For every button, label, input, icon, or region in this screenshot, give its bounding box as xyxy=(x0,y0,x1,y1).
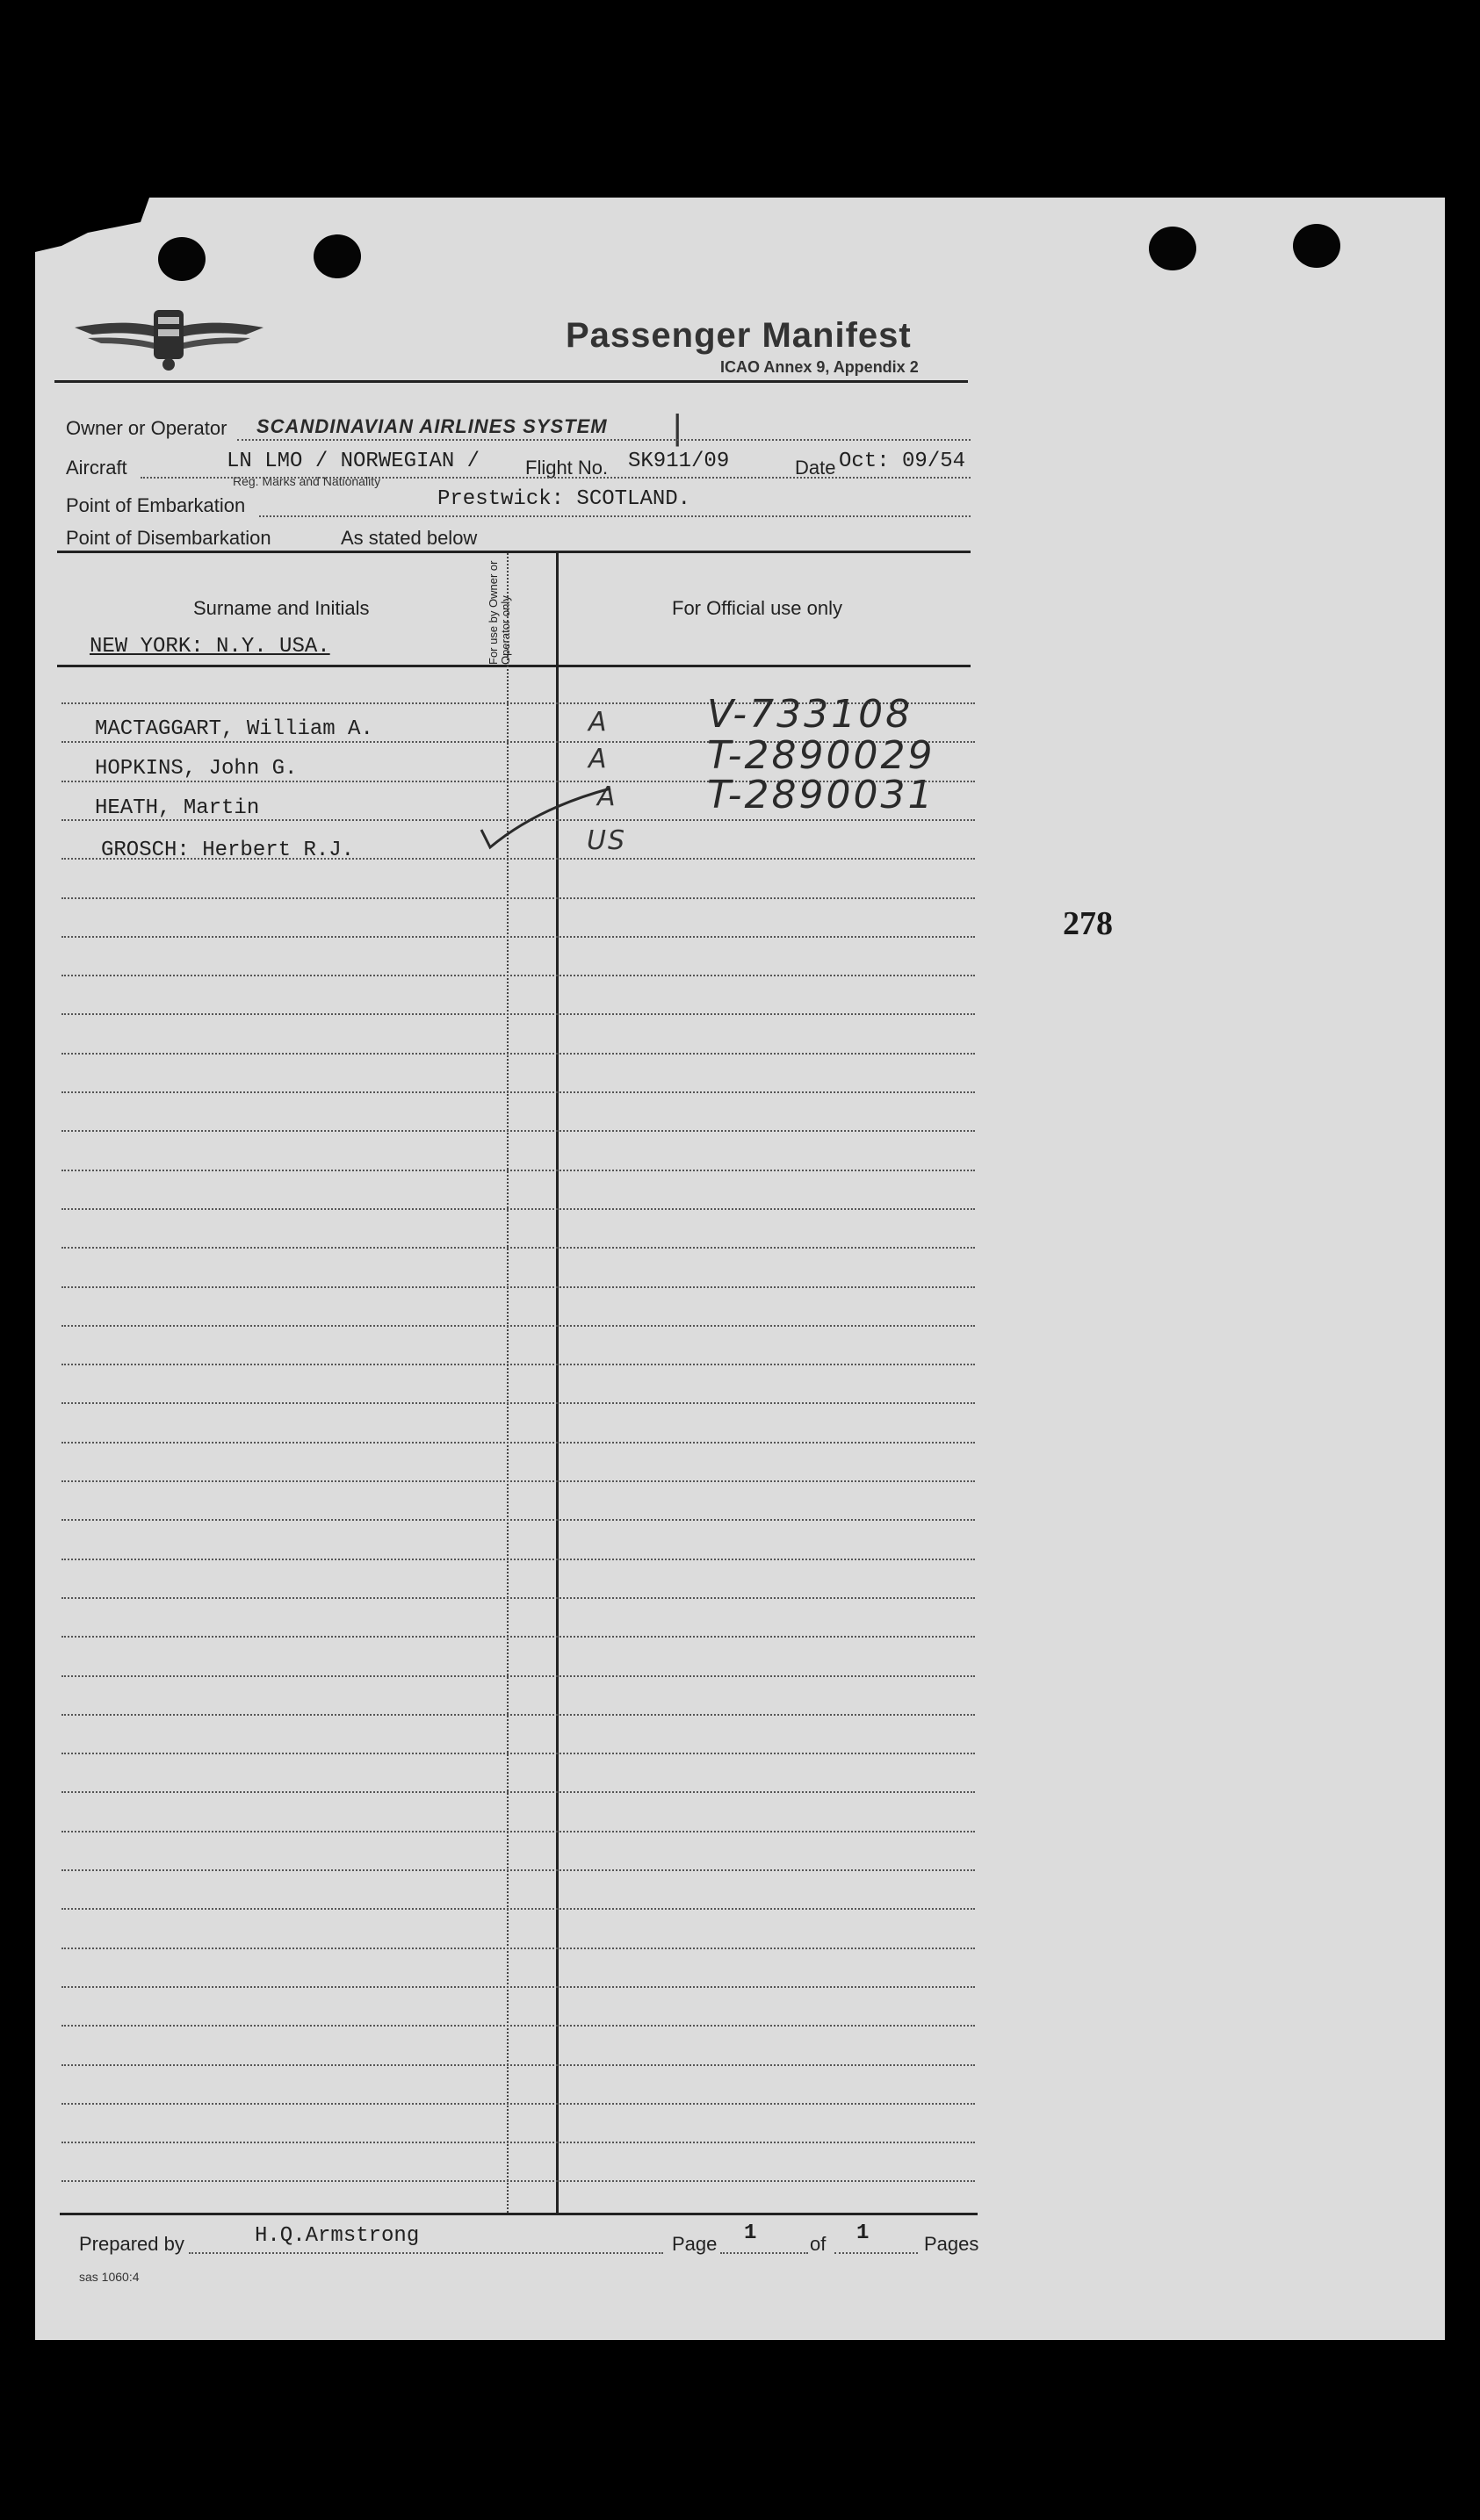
reg-note: Reg. Marks and Nationality xyxy=(233,474,381,488)
row-line xyxy=(61,2025,975,2027)
owner-rule xyxy=(237,439,971,441)
row-line xyxy=(61,1559,975,1560)
passenger-code: A xyxy=(588,707,609,738)
aircraft-rule xyxy=(141,477,971,479)
embark-rule xyxy=(259,515,971,517)
col-owner-header: For use by Owner or Operator only xyxy=(487,560,512,665)
side-number: 278 xyxy=(1063,905,1113,942)
row-line xyxy=(61,1869,975,1871)
page-label: Page xyxy=(672,2233,718,2255)
flight-label: Flight No. xyxy=(525,457,609,479)
passenger-name: GROSCH: Herbert R.J. xyxy=(101,839,355,862)
owner-slash: | xyxy=(673,408,682,447)
manifest-sheet xyxy=(35,198,1445,2340)
aircraft-label: Aircraft xyxy=(66,457,127,479)
row-line xyxy=(61,1053,975,1055)
row-line xyxy=(61,1325,975,1327)
row-line xyxy=(61,1714,975,1716)
row-line xyxy=(61,2180,975,2182)
punch-hole xyxy=(314,234,361,278)
form-code: sas 1060:4 xyxy=(79,2270,140,2284)
punch-hole xyxy=(1149,227,1196,270)
official-number: T-2890029 xyxy=(707,733,935,778)
page-title: Passenger Manifest xyxy=(566,316,912,355)
row-line xyxy=(61,1170,975,1171)
airline-logo-icon xyxy=(70,303,268,373)
official-number: T-2890031 xyxy=(707,773,935,817)
disembark-label: Point of Disembarkation xyxy=(66,527,271,549)
col-official-header: For Official use only xyxy=(672,597,843,619)
header-rule xyxy=(57,551,971,553)
row-line xyxy=(61,2103,975,2105)
row-line xyxy=(61,1597,975,1599)
row-line xyxy=(61,1908,975,1910)
date-label: Date xyxy=(795,457,836,479)
columns-rule xyxy=(57,665,971,667)
check-mark-icon xyxy=(474,781,615,852)
row-line xyxy=(61,1364,975,1365)
row-line xyxy=(61,1753,975,1754)
row-line xyxy=(61,936,975,938)
passenger-code: US xyxy=(587,825,627,856)
row-line xyxy=(61,1480,975,1482)
row-line xyxy=(61,1948,975,1949)
row-line xyxy=(61,1675,975,1677)
row-line xyxy=(61,2064,975,2066)
row-line xyxy=(61,1831,975,1832)
row-line xyxy=(61,1986,975,1988)
punch-hole xyxy=(1293,224,1340,268)
col-name-header: Surname and Initials xyxy=(193,597,370,619)
aircraft-value: LN LMO / NORWEGIAN / xyxy=(227,450,480,473)
of-label: of xyxy=(810,2233,827,2255)
destination: NEW YORK: N.Y. USA. xyxy=(90,635,330,659)
table-bottom-rule xyxy=(60,2213,978,2215)
embark-value: Prestwick: SCOTLAND. xyxy=(437,487,691,511)
row-line xyxy=(61,2142,975,2143)
row-line xyxy=(61,897,975,899)
page-subtitle: ICAO Annex 9, Appendix 2 xyxy=(720,358,919,376)
of-value: 1 xyxy=(856,2221,870,2245)
row-line xyxy=(61,1208,975,1210)
row-line xyxy=(61,1130,975,1132)
owner-value: SCANDINAVIAN AIRLINES SYSTEM xyxy=(256,415,608,437)
passenger-name: MACTAGGART, William A. xyxy=(95,717,373,741)
row-line xyxy=(61,1091,975,1093)
row-line xyxy=(61,1013,975,1015)
embark-label: Point of Embarkation xyxy=(66,494,246,516)
of-rule xyxy=(834,2252,918,2254)
torn-corner xyxy=(35,198,149,259)
prepared-label: Prepared by xyxy=(79,2233,184,2255)
date-value: Oct: 09/54 xyxy=(839,450,966,473)
row-line xyxy=(61,1442,975,1444)
passenger-name: HEATH, Martin xyxy=(95,796,260,820)
row-line xyxy=(61,1402,975,1404)
punch-hole xyxy=(158,237,206,281)
passenger-name: HOPKINS, John G. xyxy=(95,757,298,781)
page-rule xyxy=(720,2252,808,2254)
passenger-code: A xyxy=(597,781,617,812)
disembark-value: As stated below xyxy=(341,527,478,549)
row-line xyxy=(61,1636,975,1638)
page-value: 1 xyxy=(744,2221,757,2245)
owner-label: Owner or Operator xyxy=(66,417,227,439)
official-number: V-733108 xyxy=(707,692,913,737)
row-line xyxy=(61,975,975,976)
row-line xyxy=(61,1791,975,1793)
passenger-code: A xyxy=(588,744,609,774)
prepared-rule xyxy=(189,2252,663,2254)
row-line xyxy=(61,1519,975,1521)
prepared-value: H.Q.Armstrong xyxy=(255,2224,420,2248)
flight-value: SK911/09 xyxy=(628,450,730,473)
row-line xyxy=(61,1286,975,1288)
title-rule xyxy=(54,380,968,383)
row-line xyxy=(61,1247,975,1249)
pages-label: Pages xyxy=(924,2233,979,2255)
